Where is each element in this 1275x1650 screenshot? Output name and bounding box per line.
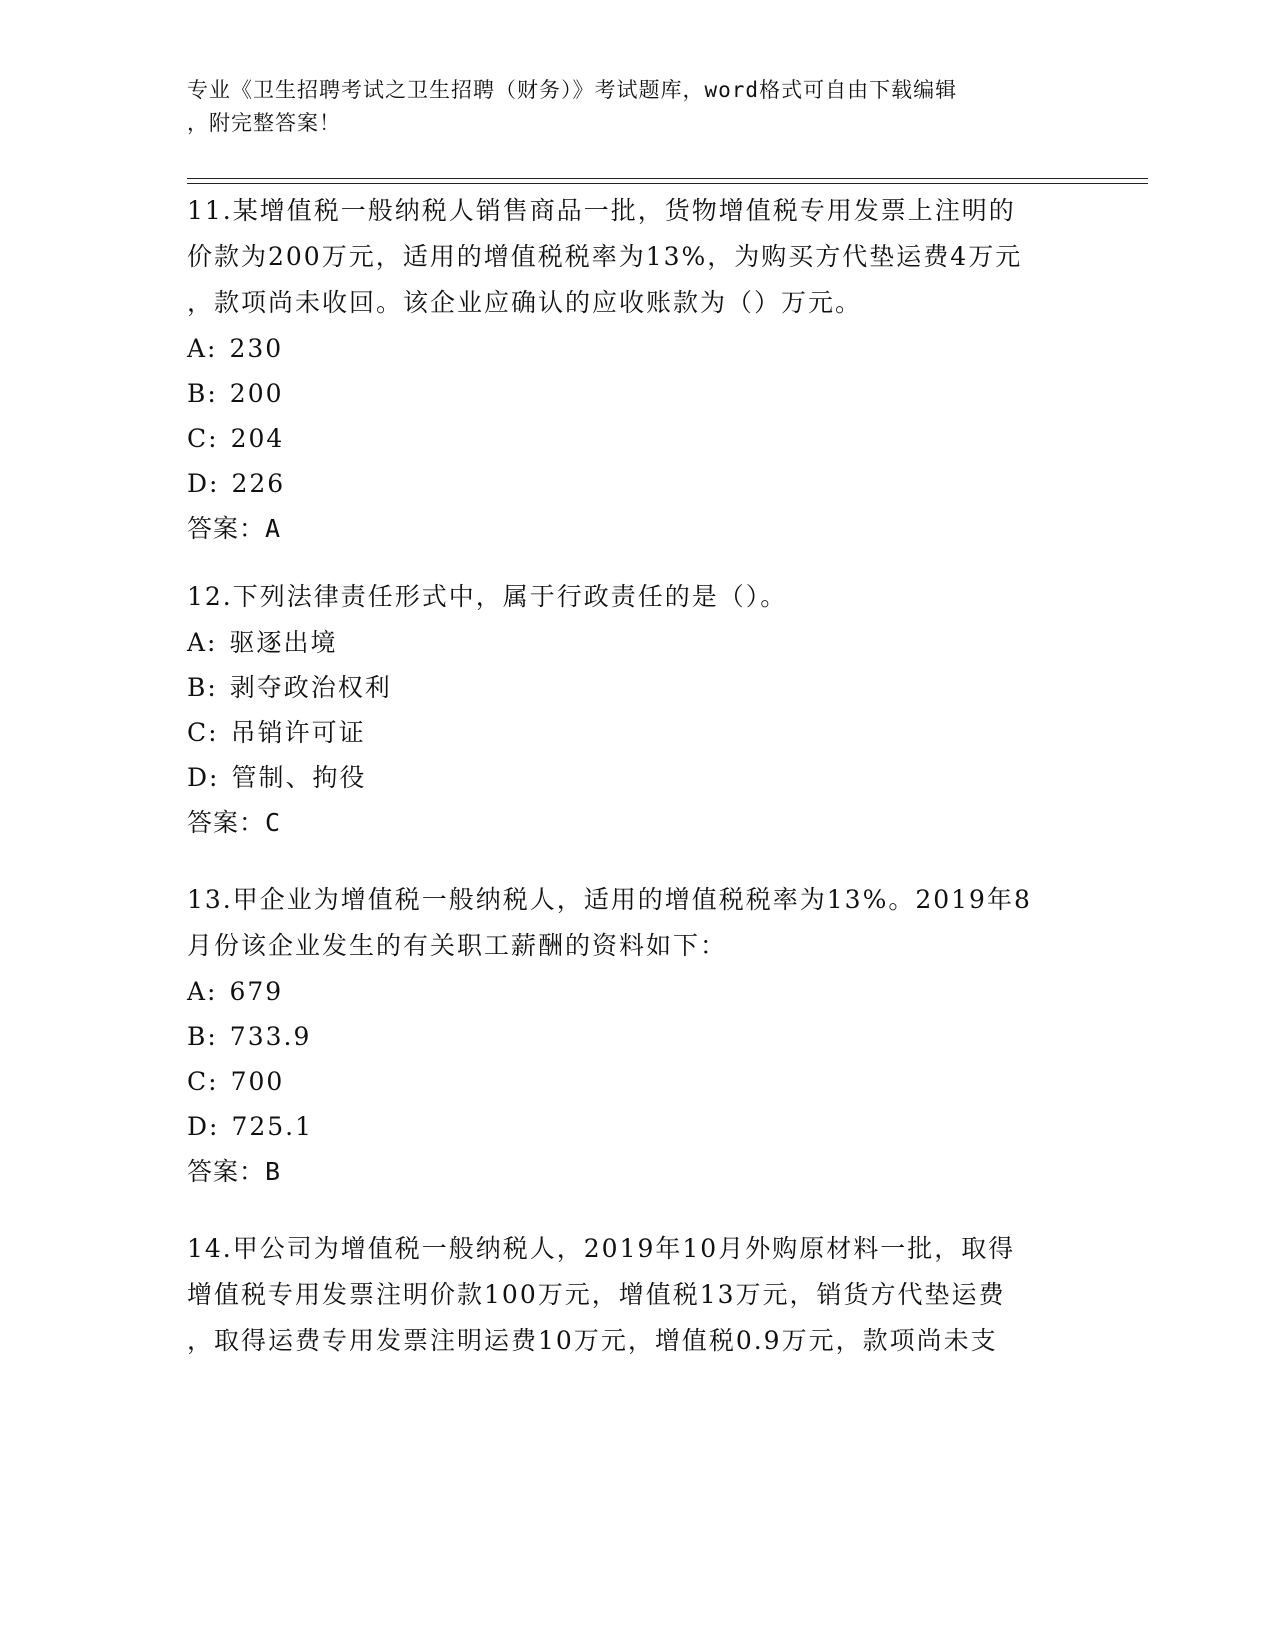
option-text: 230 [229,334,284,363]
option-c [187,416,1087,461]
option-text: 226 [231,469,286,498]
question-12 [187,574,1087,845]
option-c [187,710,1087,755]
header-line-1: 专业《卫生招聘考试之卫生招聘（财务）》考试题库，word格式可自由下载编辑 [187,78,958,102]
option-letter: C: [187,424,219,453]
option-d [187,1104,1087,1149]
answer-line [187,800,1087,845]
option-text: 吊销许可证 [230,718,366,747]
option-letter: A: [187,977,218,1006]
header-line-2: ，附完整答案！ [187,111,341,135]
option-a [187,620,1087,665]
option-letter: B: [187,1022,218,1051]
option-letter: A: [187,628,218,657]
option-letter: D: [187,1112,220,1141]
answer-label: 答案： [187,808,266,837]
option-text: 700 [230,1067,285,1096]
header-divider-top [187,178,1148,179]
option-text: 725.1 [231,1112,314,1141]
question-stem-line: 增值税专用发票注明价款100万元，增值税13万元，销货方代垫运费 [187,1280,1006,1309]
option-text: 679 [229,977,284,1006]
option-d [187,461,1087,506]
option-b [187,371,1087,416]
option-letter: C: [187,718,219,747]
answer-line [187,506,1087,551]
option-text: 733.9 [229,1022,312,1051]
option-b [187,1014,1087,1059]
option-d [187,755,1087,800]
question-stem-line: 月份该企业发生的有关职工薪酬的资料如下： [187,931,728,960]
option-letter: A: [187,334,218,363]
option-letter: B: [187,379,218,408]
answer-value: C [265,808,282,837]
option-text: 204 [230,424,285,453]
document-header [187,74,1067,140]
answer-value: B [265,1157,282,1186]
option-letter: D: [187,763,220,792]
option-text: 管制、拘役 [231,763,367,792]
question-stem-line: 12.下列法律责任形式中，属于行政责任的是（）。 [187,582,788,611]
option-letter: C: [187,1067,219,1096]
option-a [187,969,1087,1014]
answer-label: 答案： [187,514,266,543]
question-13 [187,877,1087,1194]
answer-label: 答案： [187,1157,266,1186]
answer-line [187,1149,1087,1194]
question-stem-line: 13.甲企业为增值税一般纳税人，适用的增值税税率为13%。2019年8 [187,885,1032,914]
question-stem-line: 14.甲公司为增值税一般纳税人，2019年10月外购原材料一批，取得 [187,1234,1016,1263]
option-text: 剥夺政治权利 [229,673,392,702]
option-text: 200 [229,379,284,408]
option-a [187,326,1087,371]
option-letter: D: [187,469,220,498]
answer-value: A [265,514,282,543]
option-b [187,665,1087,710]
header-divider-bottom [187,183,1148,184]
question-11 [187,188,1087,551]
question-stem-line: ，取得运费专用发票注明运费10万元，增值税0.9万元，款项尚未支 [187,1326,998,1355]
option-text: 驱逐出境 [229,628,338,657]
question-14 [187,1226,1087,1364]
question-stem-line: 价款为200万元，适用的增值税税率为13%，为购买方代垫运费4万元 [187,242,1023,271]
question-stem-line: 11.某增值税一般纳税人销售商品一批，货物增值税专用发票上注明的 [187,196,1016,225]
option-c [187,1059,1087,1104]
option-letter: B: [187,673,218,702]
question-stem-line: ，款项尚未收回。该企业应确认的应收账款为（）万元。 [187,288,863,317]
